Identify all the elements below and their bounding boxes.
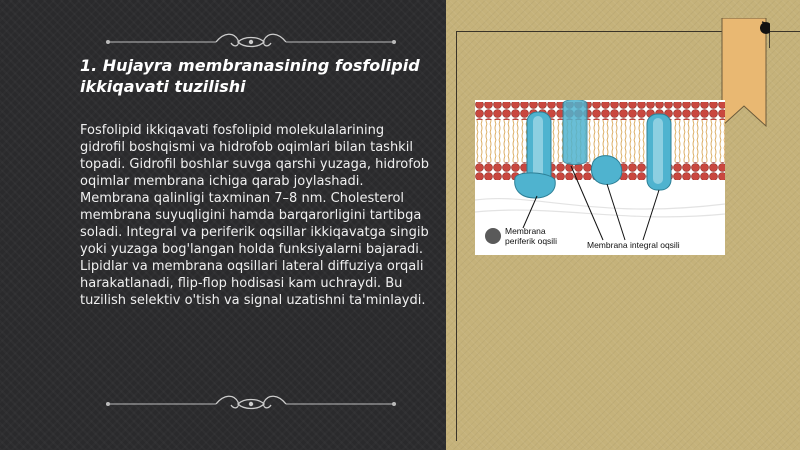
membrane-diagram	[475, 100, 725, 255]
label-integral-protein: Membrana integral oqsili	[587, 240, 680, 250]
scroll-ornament-icon	[106, 30, 396, 54]
bookmark-ribbon-icon	[718, 18, 770, 130]
slide-title: 1. Hujayra membranasining fosfolipid ikkiqavati tuzilishi	[80, 56, 420, 96]
lens-icon[interactable]	[485, 228, 501, 244]
slide-body-text: Fosfolipid ikkiqavati fosfolipid molekulalarining gidrofil boshqismi va hidrofob oqimlari bilan tashkil topadi. Gidrofil boshlar suvga qarshi yuzaga, hidrofob oqimlar membrana ichiga qarab joylashadi. Membrana qalinligi taxminan 7–8 nm. Cholesterol membrana suyuqligini hamda barqarorligini tartibga soladi. Integral va periferik oqsillar ikkiqavatga singib yoki yuzaga bog'langan holda funksiyalarni bajaradi. Lipidlar va membrana oqsillari lateral diffuziya orqali harakatlanadi, flip-flop hodisasi kam uchraydi. Bu tuzilish selektiv o'tish va signal uzatishni ta'minlaydi.	[80, 123, 430, 308]
label-peripheral-protein: Membrana periferik oqsili	[505, 226, 557, 246]
scroll-ornament-icon	[106, 392, 396, 416]
